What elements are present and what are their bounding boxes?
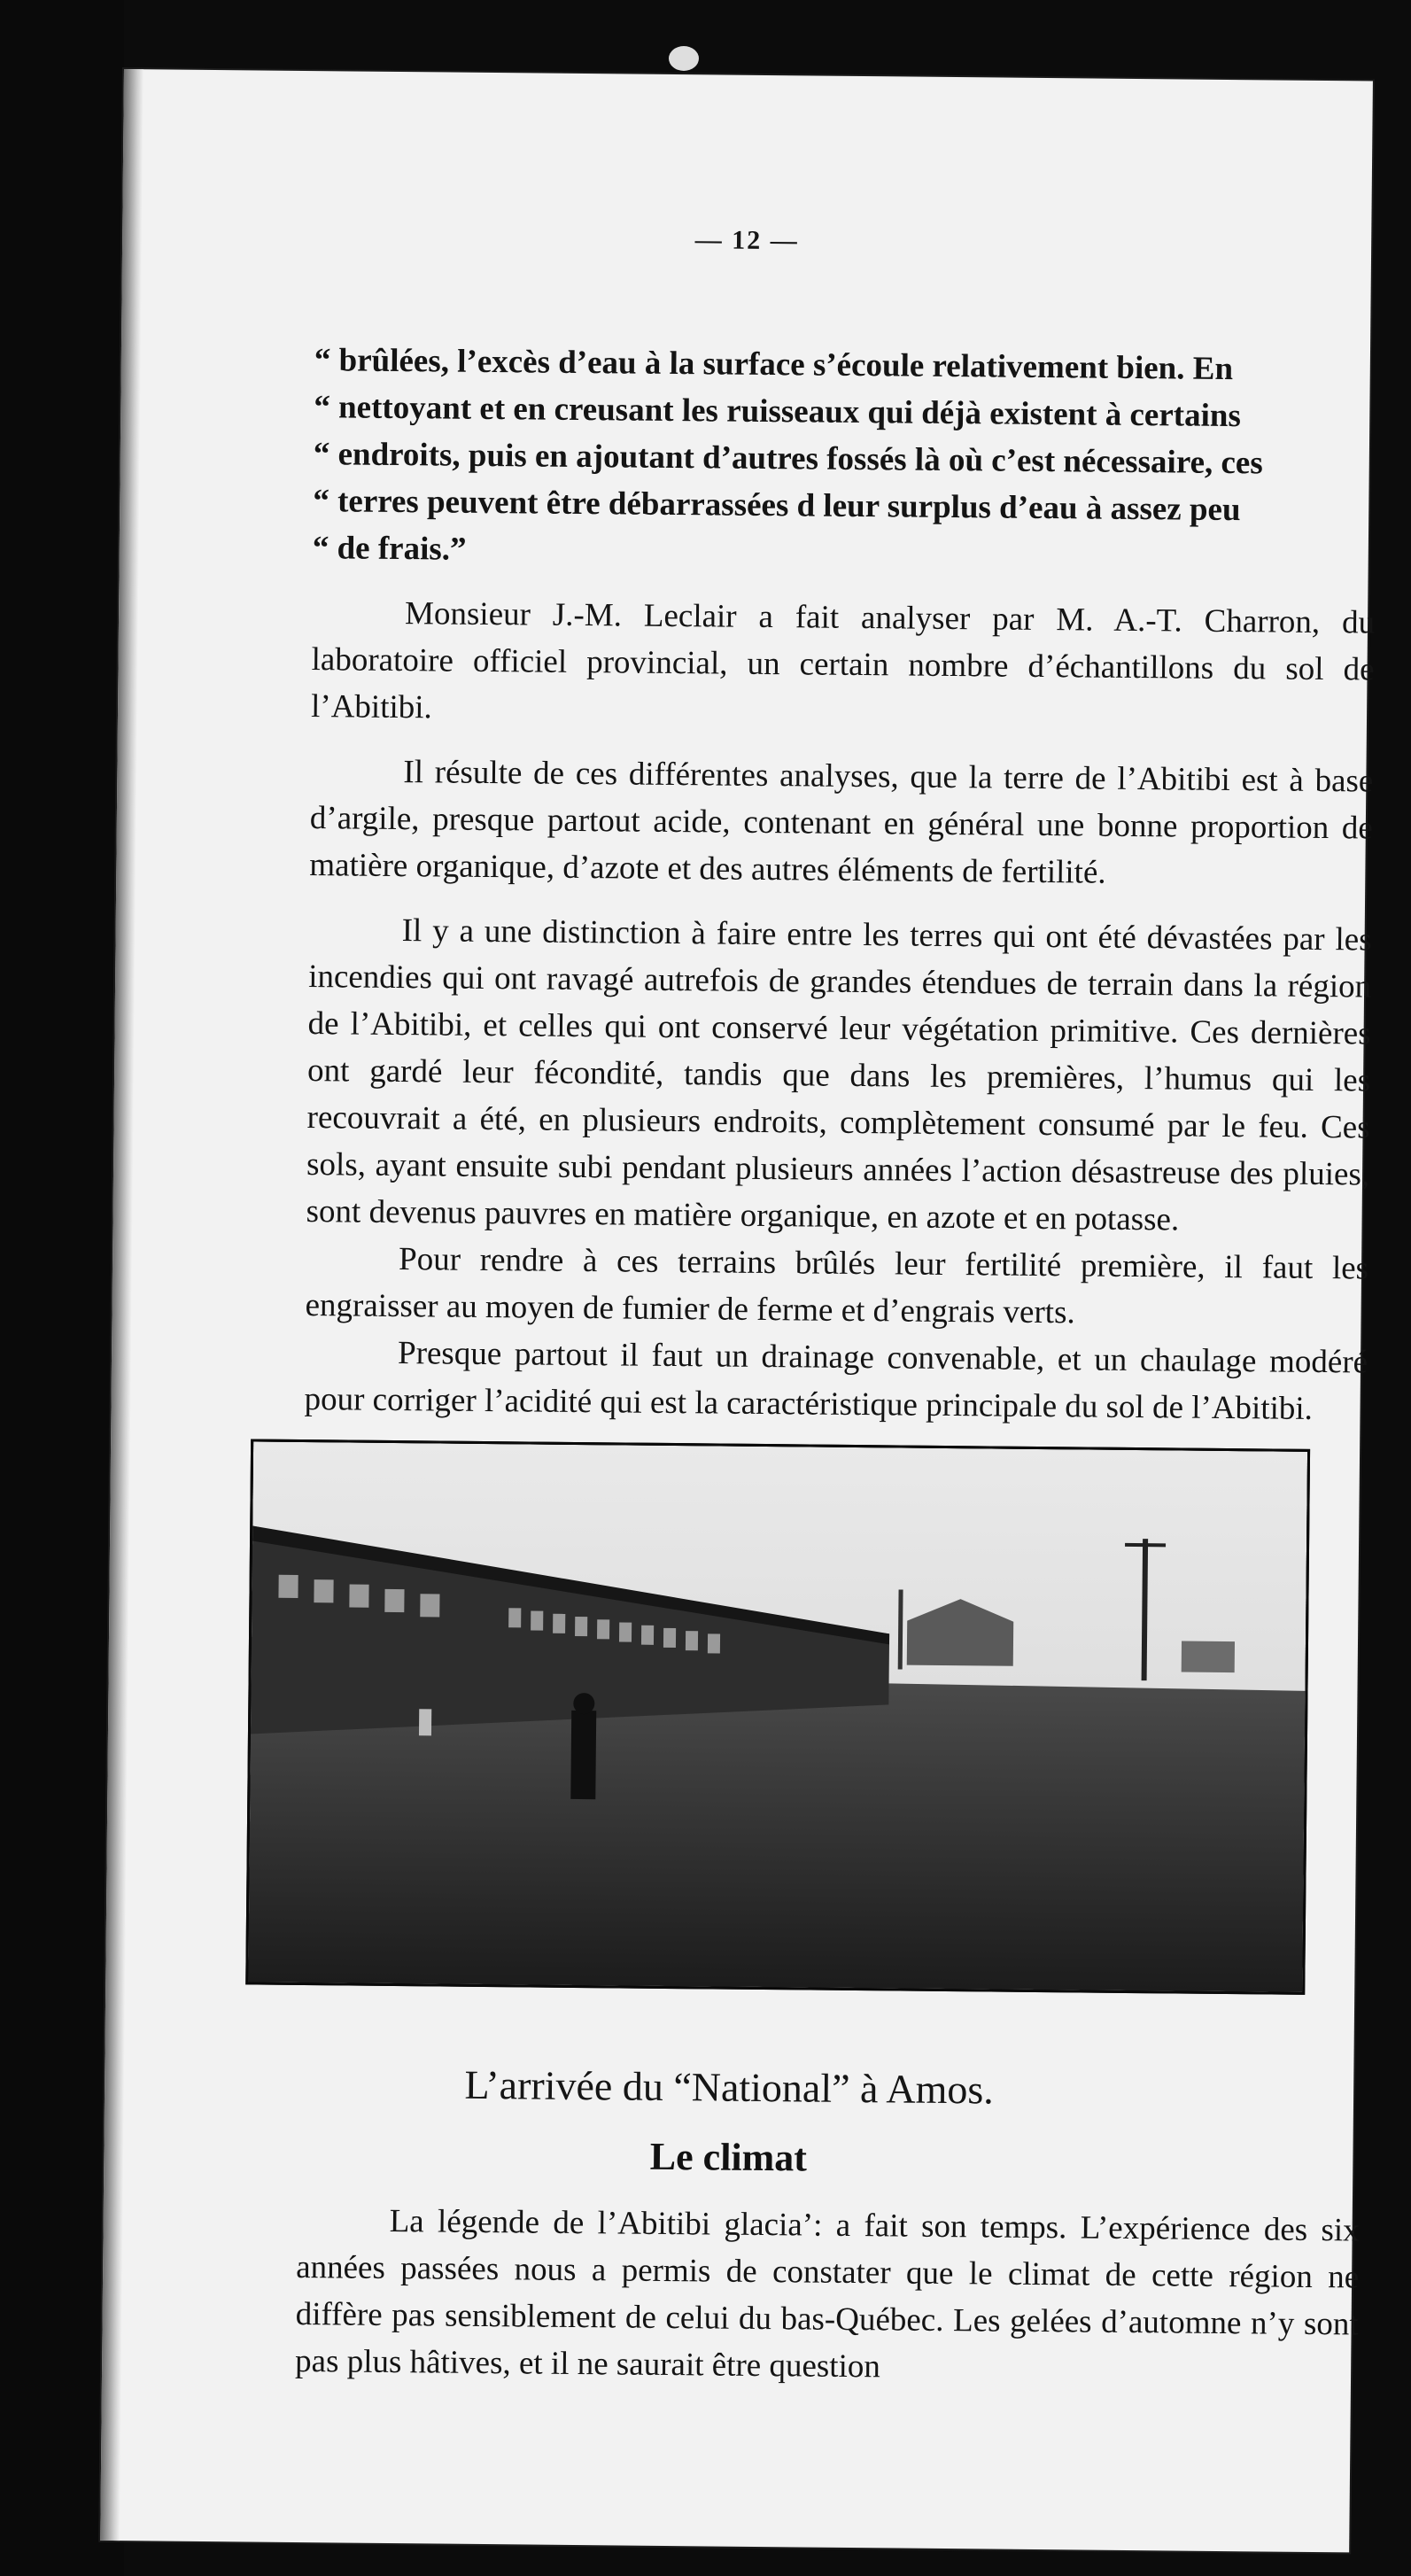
upper-text-block [304,337,1377,1432]
quote-line: “ de frais.” [312,530,467,568]
distant-house [1182,1641,1235,1673]
book-page [100,69,1376,2552]
figure-head [573,1693,594,1714]
paragraph-drainage: Presque partout il faut un drainage convenable, et un chaulage modéré pour corriger l’acidité qui est la caractéristique principale du sol de l’Abitibi. [304,1335,1368,1427]
quote-paragraph [313,337,1377,582]
standing-figure [570,1711,596,1799]
quote-line: “ brûlées, l’excès d’eau à la surface s’écoule relativement bien. En [314,342,1234,388]
quote-line: “ endroits, puis en ajoutant d’autres fossés là où c’est nécessaire, ces [313,436,1263,482]
section-heading: Le climat [649,2134,808,2180]
climate-text-block [295,2197,1360,2395]
paragraph-climate: La légende de l’Abitibi glacia’: a fait son temps. L’expérience des six années passées nous a permis de constater que le climat de cette région ne diffère pas sensiblement de celui du bas-Québec. Les gelées d’automne n’y sont pas plus hâtives, et il ne saurait être question [294,2202,1360,2386]
signal-post [898,1589,903,1669]
page-number: — 12 — [694,225,799,256]
distant-figure [419,1709,431,1735]
paragraph-burned-lands: Il y a une distinction à faire entre les terres qui ont été dévastées par les incendies qui ont ravagé autrefois de grandes étendues de terrain dans la région de l’Abitibi, et celles qui ont conservé leur végétation primitive. Ces dernières ont gardé leur fécondité, tandis que dans les premières, l’humus qui les recouvrait a été, en plusieurs endroits, complètement consumé par le feu. Ces sols, ayant ensuite subi pendant plusieurs années l’action désastreuse des pluies, sont devenus pauvres en matière organique, en azote et en potasse. [306,912,1372,1238]
pole-crossbar [1125,1543,1166,1547]
train-photograph [245,1439,1310,1994]
photo-illustration [248,1441,1307,1991]
paragraph-analysis-results: Il résulte de ces différentes analyses, que la terre de l’Abitibi est à base d’argile, presque partout acide, contenant en général une bonne proportion de matière organique, d’azote et des autres éléments de fertilité. [309,754,1374,891]
paragraph-analysis-intro: Monsieur J.-M. Leclair a fait analyser par M. A.-T. Charron, du laboratoire officiel provincial, un certain nombre d’échantillons du sol de l’Abitibi. [310,595,1376,726]
photo-caption: L’arrivée du “National” à Amos. [464,2061,995,2113]
quote-line: “ terres peuvent être débarrassées d leur surplus d’eau à assez peu [313,483,1241,529]
scan-artifact [669,46,699,71]
quote-line: “ nettoyant et en creusant les ruisseaux qui déjà existent à certains [314,389,1242,435]
paragraph-fertilizer: Pour rendre à ces terrains brûlés leur fertilité première, il faut les engraisser au moyen de fumier de ferme et d’engrais verts. [305,1241,1369,1331]
